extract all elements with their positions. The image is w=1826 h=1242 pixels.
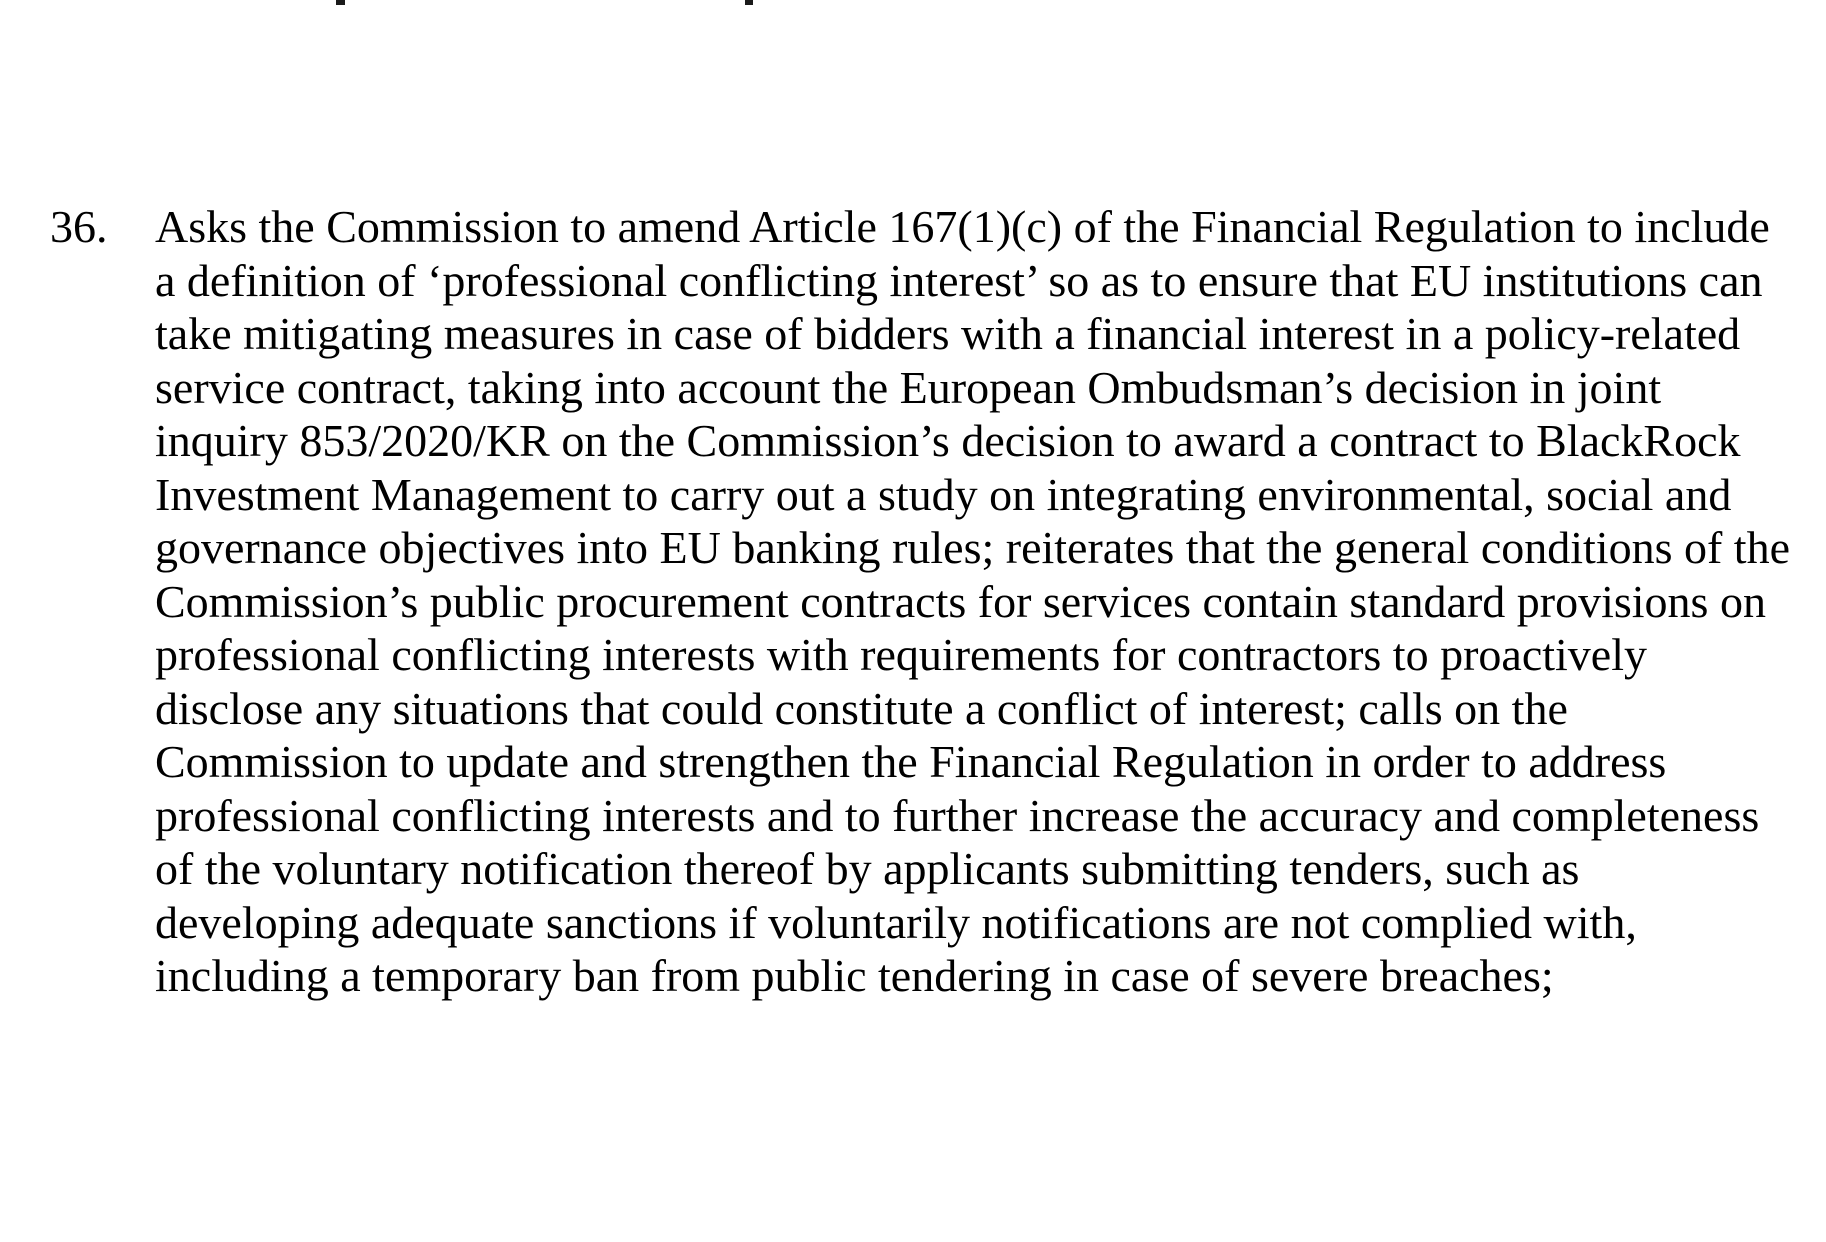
text-line: Commission’s public procurement contracts for services contain standard provisions on (155, 575, 1766, 627)
text-line: including a temporary ban from public tendering in case of severe breaches; (155, 950, 1554, 1001)
text-line: Commission to update and strengthen the Financial Regulation in order to address (155, 736, 1667, 787)
text-line: take mitigating measures in case of bidders with a financial interest in a policy-related (155, 308, 1741, 359)
paragraph-number: 36. (50, 201, 108, 252)
text-line: Investment Management to carry out a study on integrating environmental, social and (155, 468, 1732, 520)
text-line: disclose any situations that could constitute a conflict of interest; calls on the (155, 682, 1568, 734)
text-line: professional conflicting interests with requirements for contractors to proactively (155, 629, 1647, 680)
text-line: of the voluntary notification thereof by applicants submitting tenders, such as (155, 843, 1580, 894)
text-line: a definition of ‘professional conflicting interest’ so as to ensure that EU institutions can (155, 254, 1763, 306)
text-line: governance objectives into EU banking rules; reiterates that the general conditions of the (155, 522, 1790, 573)
cropped-text-fragment (336, 0, 345, 5)
cropped-text-fragment (745, 0, 753, 5)
text-line: service contract, taking into account the European Ombudsman’s decision in joint (155, 361, 1662, 413)
text-line: Asks the Commission to amend Article 167(1)(c) of the Financial Regulation to include (155, 201, 1770, 252)
paragraph-text (155, 200, 1790, 1003)
text-line: developing adequate sanctions if voluntarily notifications are not complied with, (155, 896, 1637, 948)
resolution-paragraph-36 (50, 200, 1790, 1003)
text-line: professional conflicting interests and to further increase the accuracy and completeness (155, 789, 1760, 841)
text-line: inquiry 853/2020/KR on the Commission’s decision to award a contract to BlackRock (155, 415, 1741, 466)
